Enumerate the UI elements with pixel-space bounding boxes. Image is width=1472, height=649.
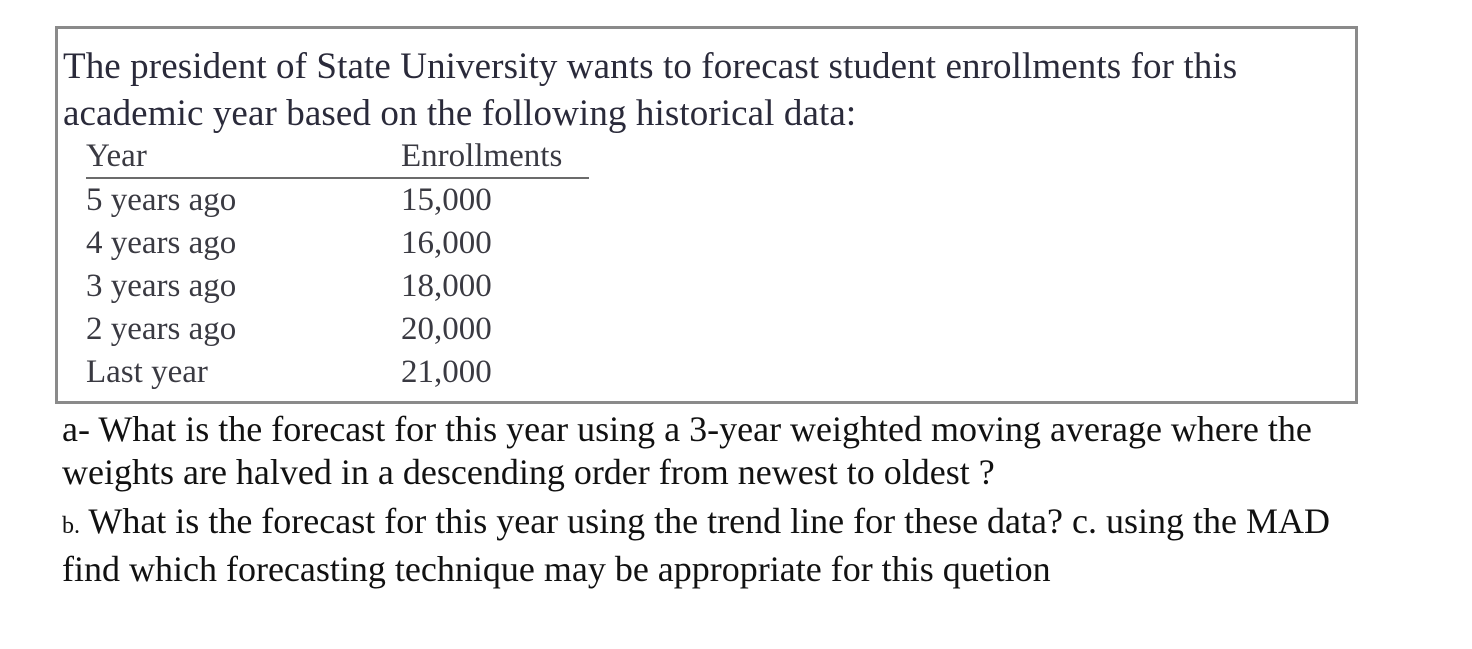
year-cell: 3 years ago: [86, 268, 237, 304]
year-cell: 4 years ago: [86, 225, 237, 261]
table-header-row: [86, 137, 589, 179]
table-row: [86, 222, 589, 265]
year-cell: 5 years ago: [86, 182, 237, 218]
question-b-label: b.: [62, 513, 80, 539]
problem-statement-line-1: The president of State University wants to forecast student enrollments for this: [63, 46, 1238, 87]
table-row: [86, 308, 589, 351]
enrollment-cell: 20,000: [401, 311, 492, 347]
enrollment-table: [86, 137, 589, 394]
question-a-line-1: a- What is the forecast for this year using a 3-year weighted moving average where the: [62, 409, 1312, 449]
table-row: [86, 179, 589, 222]
enrollment-cell: 15,000: [401, 182, 492, 218]
question-a: [62, 408, 1312, 494]
problem-box: [55, 26, 1358, 404]
question-a-line-2: weights are halved in a descending order from newest to oldest ?: [62, 452, 995, 492]
year-cell: 2 years ago: [86, 311, 237, 347]
year-cell: Last year: [86, 354, 208, 390]
enrollment-cell: 21,000: [401, 354, 492, 390]
problem-statement: [63, 43, 1353, 137]
question-b-line-1: [62, 500, 1330, 548]
question-b-line-2: find which forecasting technique may be appropriate for this quetion: [62, 549, 1051, 589]
table-row: [86, 265, 589, 308]
enrollment-cell: 16,000: [401, 225, 492, 261]
year-column-header: Year: [86, 138, 147, 174]
question-b-text: What is the forecast for this year using the trend line for these data? c. using the MAD: [80, 501, 1330, 541]
problem-statement-line-2: academic year based on the following historical data:: [63, 93, 857, 134]
question-b-c: [62, 500, 1330, 591]
table-row: [86, 351, 589, 394]
enrollment-cell: 18,000: [401, 268, 492, 304]
enrollments-column-header: Enrollments: [401, 138, 563, 174]
